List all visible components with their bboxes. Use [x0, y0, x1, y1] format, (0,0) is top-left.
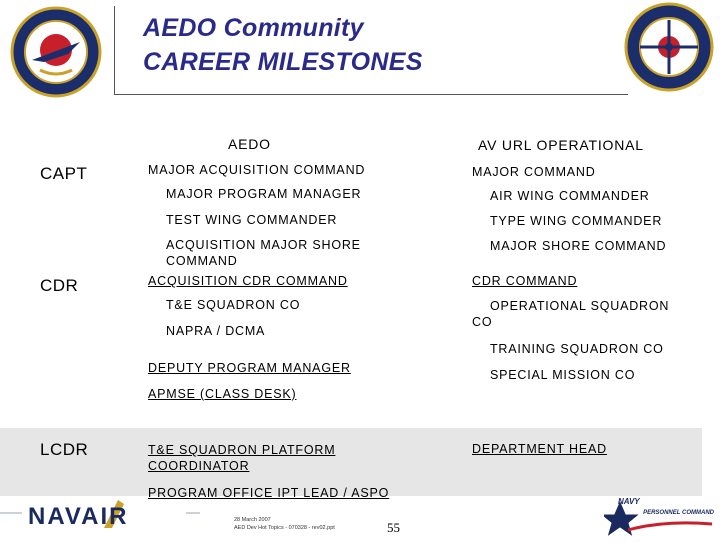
navair-wordmark: NAVAIR: [28, 503, 129, 530]
av-item: TRAINING SQUADRON CO: [490, 342, 664, 356]
aedo-seal-icon: [10, 6, 102, 98]
npc-bottom-text: PERSONNEL COMMAND: [643, 510, 714, 516]
av-item: DEPARTMENT HEAD: [472, 442, 607, 456]
npc-top-text: NAVY: [618, 497, 640, 506]
aedo-item: MAJOR PROGRAM MANAGER: [166, 187, 362, 201]
av-item: OPERATIONAL SQUADRON CO: [472, 299, 670, 329]
right-seal: [624, 2, 714, 92]
aedo-item: APMSE (CLASS DESK): [148, 387, 297, 401]
page-title-line2: CAREER MILESTONES: [143, 48, 423, 76]
av-item: MAJOR COMMAND: [472, 165, 596, 179]
header-horizontal-rule: [114, 94, 628, 95]
aedo-item: ACQUISITION MAJOR SHORE COMMAND: [166, 238, 361, 268]
aedo-item: T&E SQUADRON PLATFORM COORDINATOR: [148, 443, 336, 473]
aedo-item: ACQUISITION CDR COMMAND: [148, 274, 348, 288]
aedo-item: MAJOR ACQUISITION COMMAND: [148, 163, 366, 177]
av-item: MAJOR SHORE COMMAND: [490, 239, 667, 253]
aerospace-maintenance-seal-icon: [624, 2, 714, 92]
footer-filename: AED Dev Hot Topics - 070328 - rev02.ppt: [234, 525, 335, 531]
rank-cdr: CDR: [40, 276, 79, 295]
footer-date: 28 March 2007: [234, 517, 271, 523]
rank-lcdr: LCDR: [40, 440, 89, 459]
rank-capt: CAPT: [40, 164, 88, 183]
av-item: AIR WING COMMANDER: [490, 189, 650, 203]
aedo-item: NAPRA / DCMA: [166, 324, 266, 338]
av-item: TYPE WING COMMANDER: [490, 214, 663, 228]
page-title-line1: AEDO Community: [143, 14, 364, 42]
aedo-item: DEPUTY PROGRAM MANAGER: [148, 361, 351, 375]
navair-logo: [0, 500, 200, 534]
navair-wing-icon: [0, 500, 200, 534]
aedo-item: T&E SQUADRON CO: [166, 298, 301, 312]
av-item: SPECIAL MISSION CO: [490, 368, 636, 382]
aedo-item: PROGRAM OFFICE IPT LEAD / ASPO: [148, 486, 390, 500]
av-column-heading: AV URL OPERATIONAL: [478, 137, 644, 153]
left-seal: [10, 6, 102, 98]
navy-personnel-command-logo: [604, 494, 714, 538]
header-vertical-rule: [114, 6, 115, 94]
page-number: 55: [387, 520, 400, 535]
aedo-column-heading: AEDO: [228, 136, 271, 152]
aedo-item: TEST WING COMMANDER: [166, 213, 338, 227]
av-item: CDR COMMAND: [472, 274, 578, 288]
